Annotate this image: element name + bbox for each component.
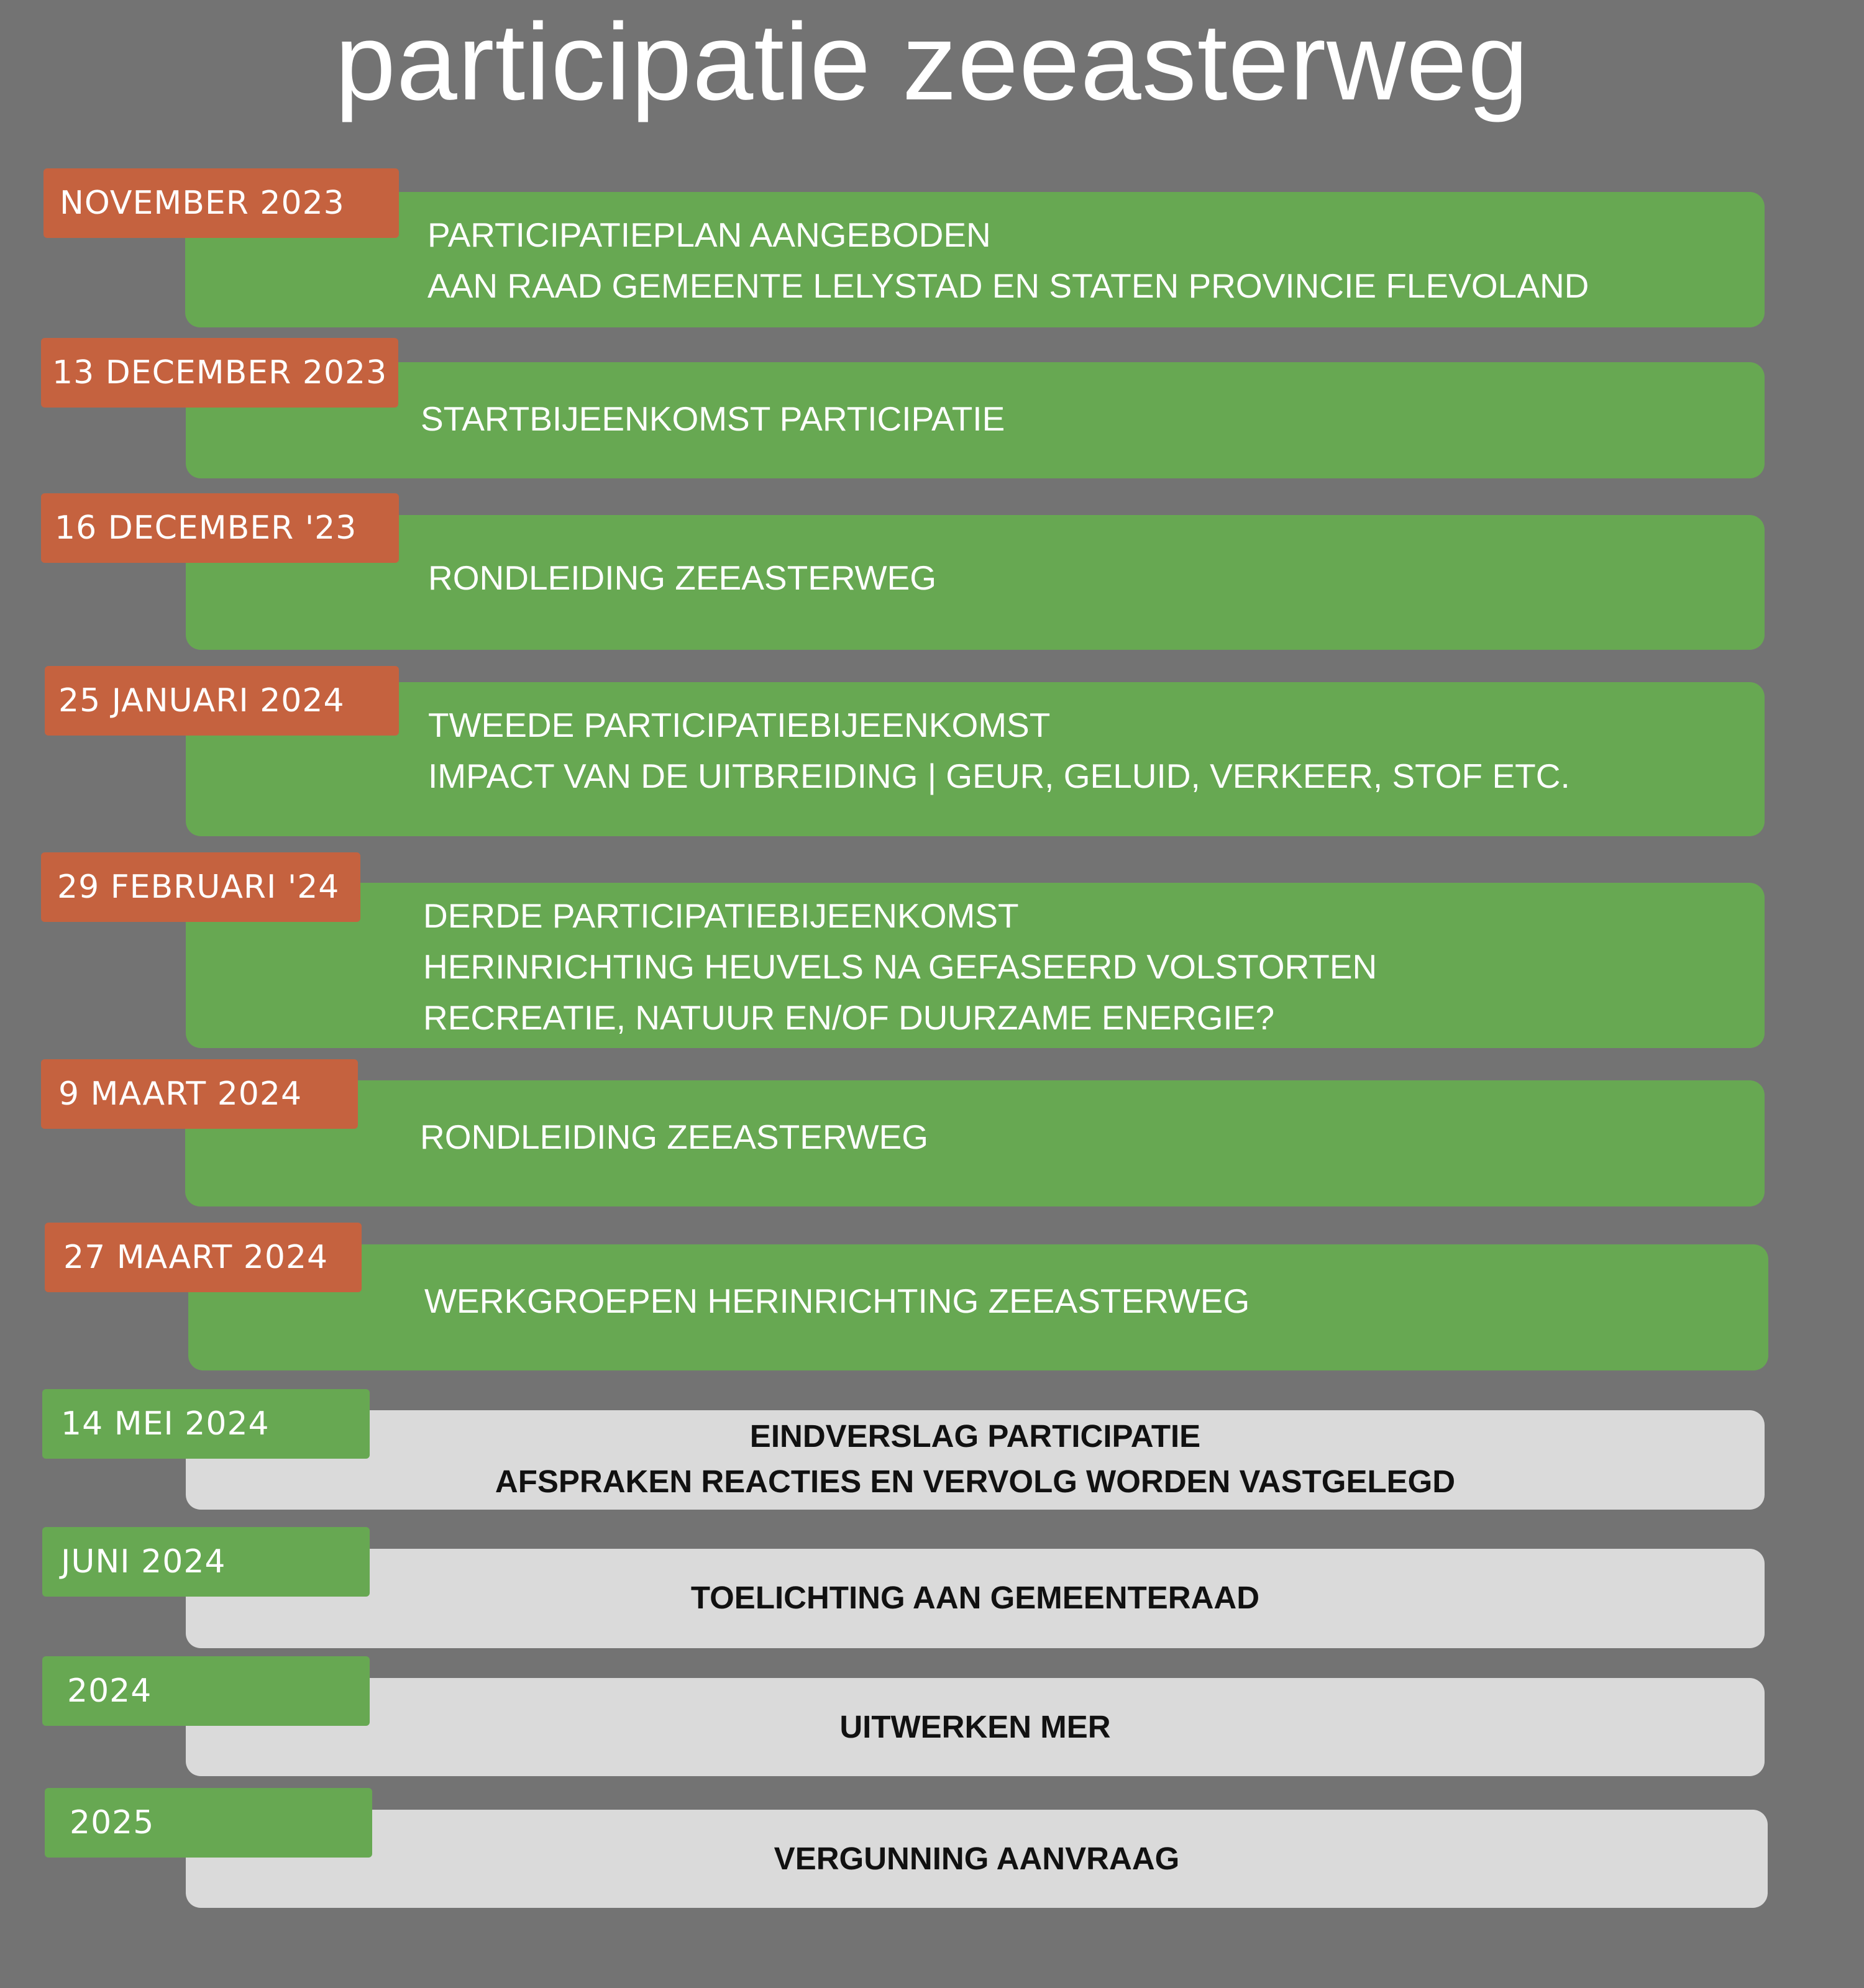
page-title: participatie zeeasterweg [335,1,1529,123]
milestone-date-tag: 2024 [42,1656,370,1726]
milestone-card [188,1244,1768,1370]
milestone-line: AAN RAAD GEMEENTE LELYSTAD EN STATEN PROVINCIE FLEVOLAND [427,267,1589,305]
milestone-card [185,1080,1765,1206]
milestone-description [421,393,1005,444]
milestone-line: EINDVERSLAG PARTICIPATIE [749,1418,1201,1454]
milestone-description [423,890,1377,1043]
milestone-card [186,1678,1765,1776]
milestone-line: STARTBIJEENKOMST PARTICIPATIE [421,399,1005,438]
milestone-card [186,1810,1768,1908]
milestone-line: RECREATIE, NATUUR EN/OF DUURZAME ENERGIE? [423,998,1275,1037]
milestone-description [186,1836,1768,1881]
milestone-date-tag: 29 FEBRUARI '24 [41,852,360,922]
milestone-date-tag: 9 MAART 2024 [41,1059,358,1129]
milestone-line: UITWERKEN MER [839,1709,1111,1744]
milestone-line: VERGUNNING AANVRAAG [774,1841,1180,1876]
milestone-description [427,209,1589,311]
milestone-line: AFSPRAKEN REACTIES EN VERVOLG WORDEN VASTGELEGD [495,1464,1456,1499]
milestone-line: TWEEDE PARTICIPATIEBIJEENKOMST [428,706,1051,744]
milestone-card [186,1549,1765,1648]
milestone-date-tag: 2025 [45,1788,372,1858]
milestone-description [428,552,936,603]
milestone-date-tag: 25 JANUARI 2024 [45,666,399,736]
milestone-line: DERDE PARTICIPATIEBIJEENKOMST [423,896,1019,935]
milestone-date-tag: 13 DECEMBER 2023 [41,338,398,408]
milestone-card [186,883,1765,1048]
milestone-description [420,1111,928,1162]
milestone-line: RONDLEIDING ZEEASTERWEG [420,1118,928,1156]
milestone-date-tag: NOVEMBER 2023 [43,168,399,238]
milestone-card [186,362,1765,478]
milestone-card [186,1410,1765,1510]
milestone-line: IMPACT VAN DE UITBREIDING | GEUR, GELUID, VERKEER, STOF ETC. [428,757,1570,795]
milestone-card [185,192,1765,327]
milestone-description [424,1275,1250,1326]
milestone-line: TOELICHTING AAN GEMEENTERAAD [690,1580,1260,1615]
milestone-line: HERINRICHTING HEUVELS NA GEFASEERD VOLSTORTEN [423,947,1377,986]
milestone-date-tag: 27 MAART 2024 [45,1223,362,1292]
milestone-date-tag: JUNI 2024 [42,1527,370,1597]
milestone-line: RONDLEIDING ZEEASTERWEG [428,559,936,597]
milestone-description [186,1575,1765,1620]
milestone-description [186,1704,1765,1749]
milestone-line: WERKGROEPEN HERINRICHTING ZEEASTERWEG [424,1282,1250,1320]
milestone-description [186,1413,1765,1504]
milestone-description [428,700,1570,801]
milestone-date-tag: 16 DECEMBER '23 [41,493,399,563]
milestone-card [186,682,1765,836]
milestone-date-tag: 14 MEI 2024 [42,1389,370,1459]
milestone-card [186,515,1765,650]
milestone-line: PARTICIPATIEPLAN AANGEBODEN [427,216,991,254]
